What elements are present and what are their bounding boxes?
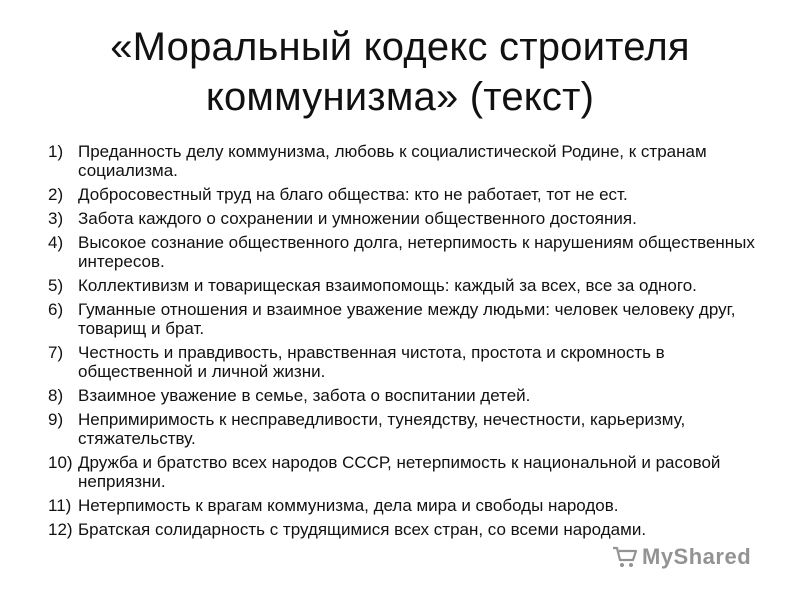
item-number: 7) (48, 343, 64, 362)
item-number: 1) (48, 142, 64, 161)
list-item (48, 185, 768, 204)
list-item (48, 410, 768, 448)
list-item (48, 209, 768, 228)
item-text: Добросовестный труд на благо общества: кто не работает, тот не ест. (78, 185, 628, 204)
list-item (48, 300, 768, 338)
list-item (48, 276, 768, 295)
item-text: Дружба и братство всех народов СССР, нетерпимость к национальной и расовой неприязни. (78, 453, 721, 491)
item-text: Забота каждого о сохранении и умножении общественного достояния. (78, 209, 637, 228)
item-number: 5) (48, 276, 64, 295)
item-text: Гуманные отношения и взаимное уважение между людьми: человек человеку друг, товарищ и брат. (78, 300, 736, 338)
list-item (48, 453, 768, 491)
item-text: Преданность делу коммунизма, любовь к социалистической Родине, к странам социализма. (78, 142, 707, 180)
list-item (48, 142, 768, 180)
moral-code-list (48, 142, 768, 544)
slide-title-line2: коммунизма» (текст) (205, 75, 595, 119)
item-text: Братская солидарность с трудящимися всех стран, со всеми народами. (78, 520, 647, 539)
item-text: Взаимное уважение в семье, забота о воспитании детей. (78, 386, 531, 405)
item-number: 3) (48, 209, 64, 228)
item-number: 9) (48, 410, 64, 429)
item-number: 4) (48, 233, 64, 252)
item-text: Коллективизм и товарищеская взаимопомощь: каждый за всех, все за одного. (78, 276, 697, 295)
item-number: 11) (48, 496, 72, 515)
item-number: 8) (48, 386, 64, 405)
slide-title-line1: «Моральный кодекс строителя (110, 25, 690, 69)
slide-title (0, 22, 800, 122)
item-number: 12) (48, 520, 73, 539)
item-text: Непримиримость к несправедливости, тунеядству, нечестности, карьеризму, стяжательству. (78, 410, 686, 448)
list-item (48, 233, 768, 271)
watermark-text: MyShared (642, 544, 752, 569)
list-item (48, 496, 768, 515)
item-number: 10) (48, 453, 73, 472)
item-text: Нетерпимость к врагам коммунизма, дела мира и свободы народов. (78, 496, 619, 515)
shopping-cart-icon (612, 545, 638, 569)
list-item (48, 386, 768, 405)
item-text: Высокое сознание общественного долга, нетерпимость к нарушениям общественных интересов. (78, 233, 755, 271)
item-number: 6) (48, 300, 64, 319)
list-item (48, 343, 768, 381)
list-item (48, 520, 768, 539)
myshared-watermark (612, 544, 751, 570)
item-number: 2) (48, 185, 64, 204)
item-text: Честность и правдивость, нравственная чистота, простота и скромность в общественной и личной жизни. (78, 343, 665, 381)
